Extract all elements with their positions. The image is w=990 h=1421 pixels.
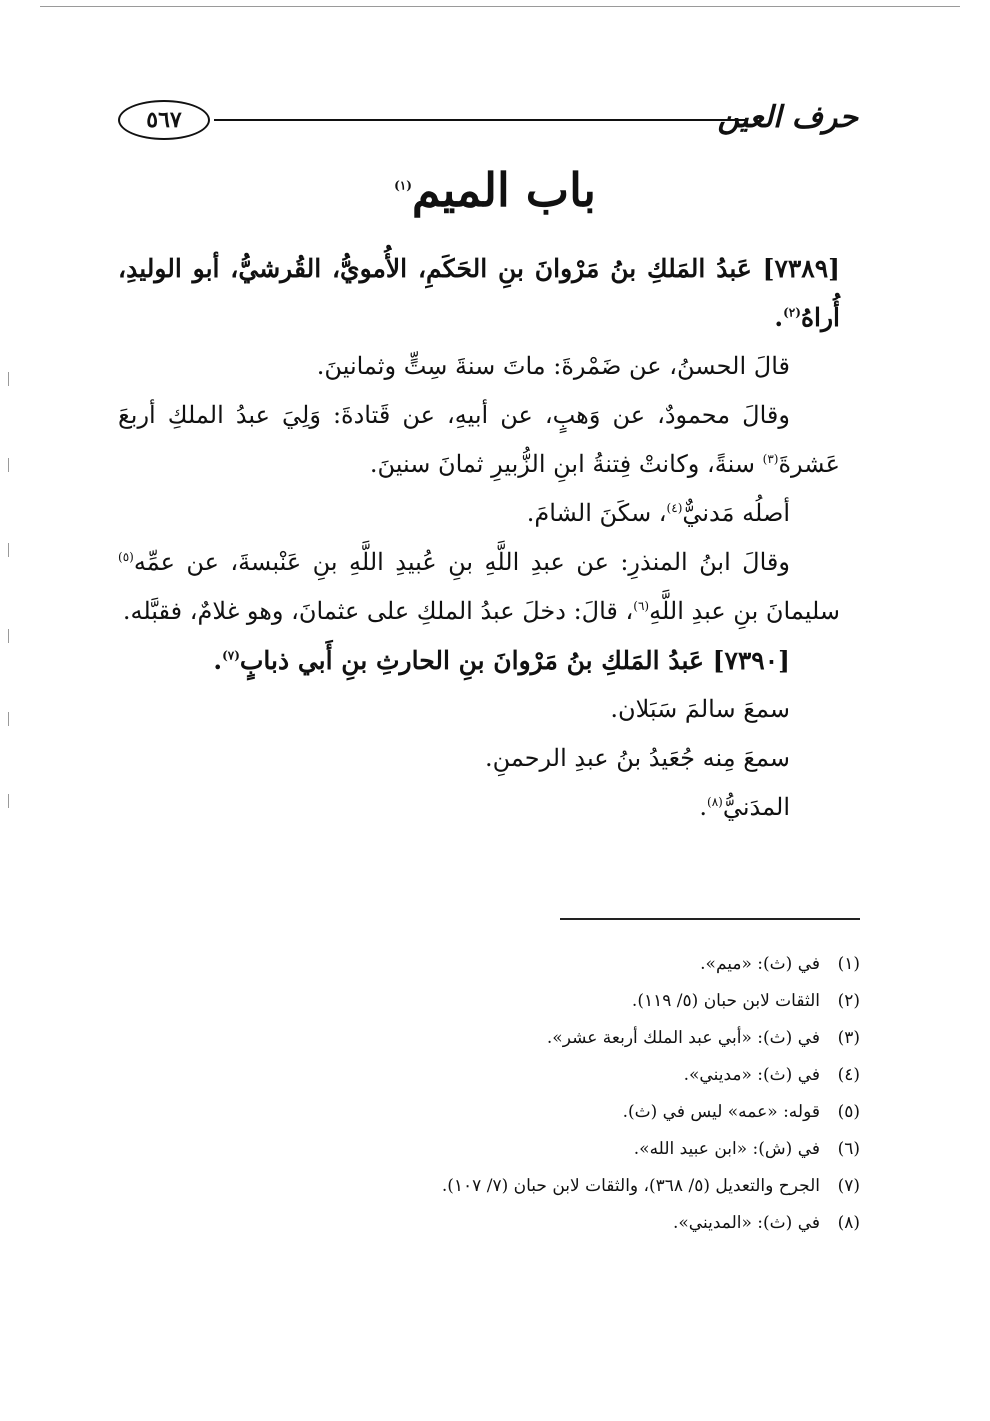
paragraph-nisba: [118, 783, 840, 832]
scan-mark-left-4: [8, 629, 9, 643]
footnote-number: (٥): [837, 1102, 860, 1122]
footnote-item: [150, 983, 860, 1020]
section-title-text: باب الميم: [411, 163, 596, 217]
entry-7390-title: [٧٣٩٠] عَبدُ المَلكِ بنُ مَرْوانَ بنِ الحارثِ بنِ أَبي ذبابٍ: [239, 646, 790, 675]
footnote-number: (٣): [837, 1028, 860, 1048]
footnote-ref-4: (٤): [666, 501, 683, 515]
entry-7389-end: .: [774, 303, 784, 332]
footnote-text: في (ث): «مديني».: [683, 1065, 820, 1085]
footnote-ref-8: (٨): [707, 795, 723, 809]
paragraph-ibn-mundhir: [118, 538, 840, 636]
footnotes: [150, 946, 860, 1242]
footnote-number: (٤): [837, 1065, 860, 1085]
footnote-text: في (ش): «ابن عبيد الله».: [633, 1139, 820, 1159]
entry-7390-end: .: [213, 646, 223, 675]
scan-mark-left-3: [8, 543, 9, 557]
chapter-title: حرف العين: [717, 100, 858, 135]
scan-mark-left-1: [8, 372, 9, 386]
paragraph-ibn-mundhir-b: سليمانَ بنِ عبدِ اللَّهِ: [649, 597, 840, 625]
paragraph-origin-b: ، سكَنَ الشامَ.: [526, 499, 667, 527]
footnote-number: (٨): [837, 1213, 860, 1233]
running-header: [118, 98, 858, 158]
paragraph-ibn-mundhir-a: وقالَ ابنُ المنذرِ: عن عبدِ اللَّهِ بنِ عُبيدِ اللَّهِ بنِ عَنْبسةَ، عن عمِّه: [133, 548, 790, 576]
footnote-ref-3: (٣): [762, 452, 779, 466]
main-text: [118, 244, 840, 832]
footnote-item: [150, 1020, 860, 1057]
footnote-item: [150, 1131, 860, 1168]
page-number: ٥٦٧: [118, 100, 210, 140]
footnote-text: الثقات لابن حبان (٥/ ١١٩).: [631, 991, 820, 1011]
footnote-text: في (ث): «ميم».: [700, 954, 820, 974]
entry-7389-title: [٧٣٨٩] عَبدُ المَلكِ بنُ مَرْوانَ بنِ الحَكَمِ، الأُمويُّ، القُرشيُّ، أبو الوليدِ، أُراهُ: [118, 254, 840, 332]
header-rule: [214, 119, 748, 121]
footnote-number: (١): [837, 954, 860, 974]
footnote-number: (٦): [837, 1139, 860, 1159]
entry-7390-heading: [118, 636, 840, 685]
paragraph-reign: [118, 391, 840, 489]
footnote-item: [150, 1205, 860, 1242]
footnote-text: الجرح والتعديل (٥/ ٣٦٨)، والثقات لابن حبان (٧/ ١٠٧).: [441, 1176, 820, 1196]
paragraph-heard: سمعَ سالمَ سَبَلان.: [610, 695, 790, 723]
footnote-ref-7: (٧): [222, 648, 240, 663]
footnote-ref-5: (٥): [118, 550, 134, 564]
footnote-item: [150, 1168, 860, 1205]
footnote-ref-1: (١): [394, 178, 412, 193]
footnote-ref-6: (٦): [633, 599, 650, 613]
paragraph-nisba-a: المدَنيُّ: [722, 793, 790, 821]
scan-mark-top: [40, 6, 960, 7]
paragraph-ibn-mundhir-c: ، قالَ: دخلَ عبدُ الملكِ على عثمانَ، وهو غلامٌ، فقبَّله.: [122, 597, 634, 625]
footnote-text: قوله: «عمه» ليس في (ث).: [622, 1102, 820, 1122]
footnote-text: في (ث): «المديني».: [673, 1213, 820, 1233]
footnote-ref-2: (٢): [783, 305, 801, 320]
footnote-item: [150, 946, 860, 983]
section-title: [0, 160, 990, 220]
paragraph-origin-a: أصلُه مَدنيٌّ: [682, 499, 790, 527]
scan-mark-left-5: [8, 712, 9, 726]
footnote-item: [150, 1094, 860, 1131]
footnote-number: (٧): [837, 1176, 860, 1196]
paragraph-death-year: قالَ الحسنُ، عن ضَمْرةَ: ماتَ سنةَ سِتٍّ وثمانينَ.: [316, 352, 790, 380]
paragraph-nisba-b: .: [699, 793, 708, 821]
paragraph-reign-b: سنةً، وكانتْ فِتنةُ ابنِ الزُّبيرِ ثمانَ سنينَ.: [369, 450, 763, 478]
footnote-rule: [560, 918, 860, 920]
scan-mark-left-2: [8, 458, 9, 472]
entry-7389-heading: [118, 244, 840, 342]
paragraph-reign-a: وقالَ محمودٌ، عن وَهبٍ، عن أبيهِ، عن قَتادةَ: وَلِيَ عبدُ الملكِ أربعَ عَشرةَ: [118, 401, 840, 478]
footnote-item: [150, 1057, 860, 1094]
footnote-text: في (ث): «أبي عبد الملك أربعة عشر».: [546, 1028, 820, 1048]
scan-mark-left-6: [8, 794, 9, 808]
paragraph-origin: [118, 489, 840, 538]
paragraph-heard-from: سمعَ مِنه جُعَيدُ بنُ عبدِ الرحمنِ.: [484, 744, 790, 772]
footnote-number: (٢): [837, 991, 860, 1011]
